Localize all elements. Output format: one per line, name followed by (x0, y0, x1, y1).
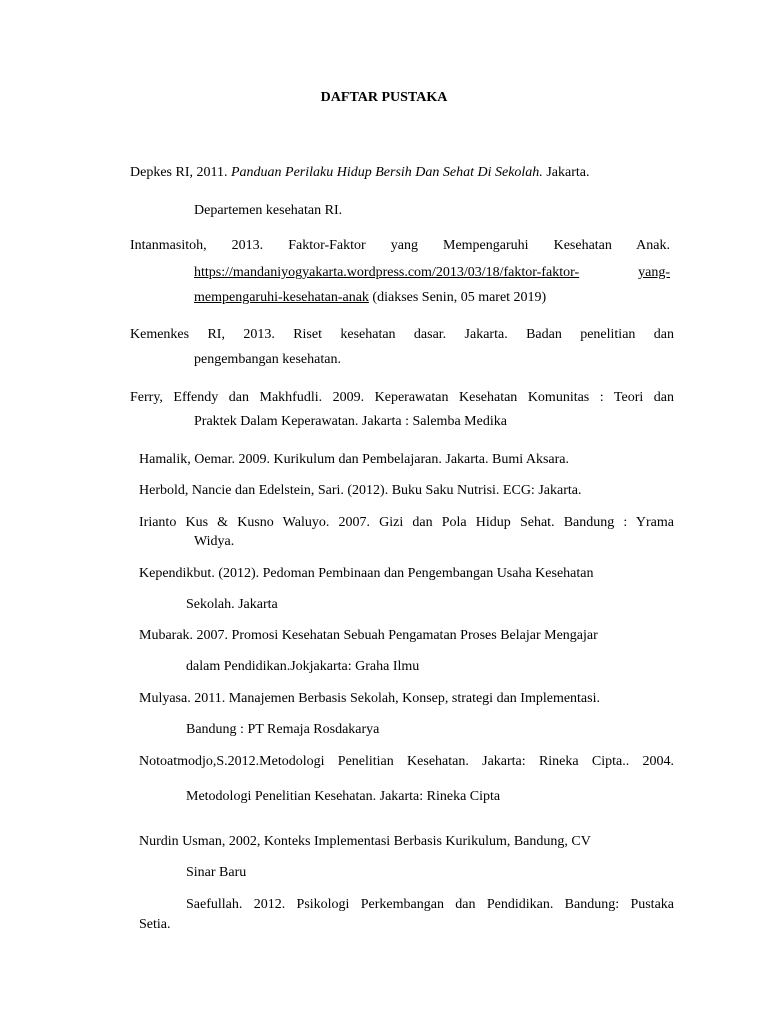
ref-depkes-line2: Departemen kesehatan RI. (194, 203, 343, 218)
ref-hamalik: Hamalik, Oemar. 2009. Kurikulum dan Pembelajaran. Jakarta. Bumi Aksara. (139, 452, 570, 467)
ref-mulyasa-line2: Bandung : PT Remaja Rosdakarya (186, 722, 380, 737)
ref-depkes-author: Depkes RI, 2011. (130, 165, 231, 180)
ref-intan-url-part3[interactable]: mempengaruhi-kesehatan-anak (194, 290, 369, 305)
ref-saefullah-line2: Setia. (139, 917, 171, 932)
ref-intan-url-part2[interactable]: yang- (638, 265, 670, 280)
ref-ferry-line2: Praktek Dalam Keperawatan. Jakarta : Salemba Medika (194, 414, 507, 429)
ref-intan-line3 (194, 290, 546, 306)
ref-saefullah-line1: Saefullah. 2012. Psikologi Perkembangan dan Pendidikan. Bandung: Pustaka (186, 897, 674, 912)
ref-depkes-place: Jakarta. (542, 165, 590, 180)
ref-mubarak-line1: Mubarak. 2007. Promosi Kesehatan Sebuah Pengamatan Proses Belajar Mengajar (139, 628, 598, 643)
ref-intan-accessed: (diakses Senin, 05 maret 2019) (368, 290, 547, 305)
ref-kependikbut-line1: Kependikbut. (2012). Pedoman Pembinaan dan Pengembangan Usaha Kesehatan (139, 566, 594, 581)
page-title: DAFTAR PUSTAKA (320, 90, 448, 105)
ref-nurdin-line1: Nurdin Usman, 2002, Konteks Implementasi Berbasis Kurikulum, Bandung, CV (139, 834, 591, 849)
ref-irianto-line2: Widya. (194, 534, 235, 549)
ref-intan-line1: Intanmasitoh, 2013. Faktor-Faktor yang Mempengaruhi Kesehatan Anak. (130, 238, 670, 253)
ref-mubarak-line2: dalam Pendidikan.Jokjakarta: Graha Ilmu (186, 659, 420, 674)
ref-depkes-line1 (130, 165, 589, 181)
ref-mulyasa-line1: Mulyasa. 2011. Manajemen Berbasis Sekolah, Konsep, strategi dan Implementasi. (139, 691, 600, 706)
ref-irianto-line1: Irianto Kus & Kusno Waluyo. 2007. Gizi dan Pola Hidup Sehat. Bandung : Yrama (139, 515, 674, 530)
ref-kemenkes-line1: Kemenkes RI, 2013. Riset kesehatan dasar. Jakarta. Badan penelitian dan (130, 327, 674, 342)
ref-intan-url-part1[interactable]: https://mandaniyogyakarta.wordpress.com/2013/03/18/faktor-faktor- (194, 265, 580, 280)
ref-kependikbut-line2: Sekolah. Jakarta (186, 597, 278, 612)
ref-ferry-line1: Ferry, Effendy dan Makhfudli. 2009. Keperawatan Kesehatan Komunitas : Teori dan (130, 390, 674, 405)
ref-herbold: Herbold, Nancie dan Edelstein, Sari. (2012). Buku Saku Nutrisi. ECG: Jakarta. (139, 483, 582, 498)
ref-intan-line2 (194, 265, 670, 281)
ref-depkes-title: Panduan Perilaku Hidup Bersih Dan Sehat Di Sekolah. (230, 165, 543, 180)
ref-nurdin-line2: Sinar Baru (186, 865, 247, 880)
ref-notoatmodjo-line2: Metodologi Penelitian Kesehatan. Jakarta: Rineka Cipta (186, 789, 501, 804)
ref-notoatmodjo-line1: Notoatmodjo,S.2012.Metodologi Penelitian Kesehatan. Jakarta: Rineka Cipta.. 2004. (139, 754, 674, 769)
ref-kemenkes-line2: pengembangan kesehatan. (194, 352, 341, 367)
